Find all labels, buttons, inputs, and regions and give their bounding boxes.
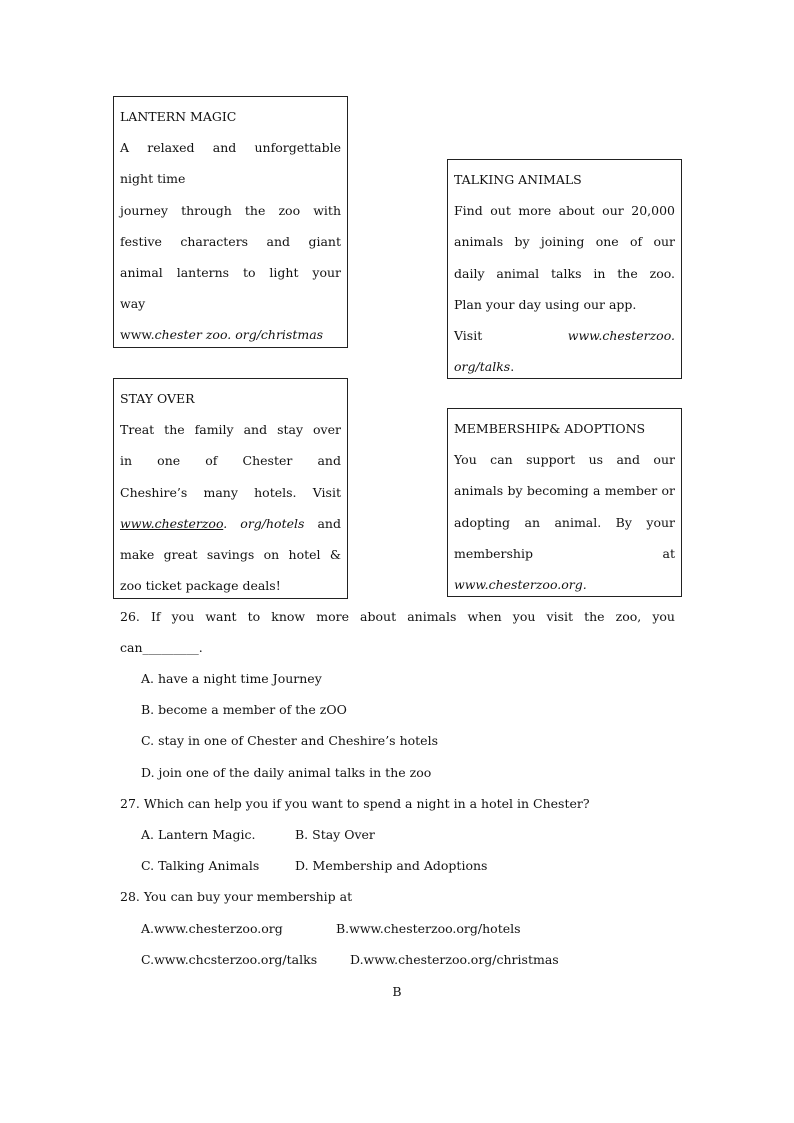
- box-text-line: journey through the zoo with: [120, 202, 341, 218]
- lantern-magic-box: [113, 96, 348, 348]
- box-visit-line: [454, 320, 675, 351]
- box-title: TALKING ANIMALS: [454, 172, 582, 187]
- question-28: [120, 881, 675, 912]
- box-url-line: [454, 351, 675, 382]
- question-text: 27. Which can help you if you want to spend a night in a hotel in Chester?: [120, 796, 590, 811]
- box-text-line: zoo ticket package deals!: [120, 578, 281, 594]
- option-c[interactable]: C. stay in one of Chester and Cheshire’s hotels: [141, 733, 438, 748]
- box-url-line: [120, 508, 341, 539]
- box-text-line: Treat the family and stay over: [120, 422, 341, 438]
- option-d[interactable]: D.www.chesterzoo.org/christmas: [350, 952, 559, 967]
- question-text: 28. You can buy your membership at: [120, 889, 353, 904]
- box-text-line: Plan your day using our app.: [454, 296, 637, 312]
- box-text-line: animal lanterns to light your: [120, 265, 341, 281]
- option-b[interactable]: B.www.chesterzoo.org/hotels: [336, 921, 521, 936]
- url-link[interactable]: www.chesterzoo: [120, 515, 224, 531]
- box-title: LANTERN MAGIC: [120, 109, 237, 124]
- option-a[interactable]: A. Lantern Magic.: [141, 827, 256, 842]
- option-b[interactable]: B. become a member of the zOO: [141, 702, 347, 717]
- option-a[interactable]: A.www.chesterzoo.org: [141, 921, 283, 936]
- stay-over-box: [113, 378, 348, 599]
- box-title: MEMBERSHIP& ADOPTIONS: [454, 421, 646, 436]
- box-text-line: Find out more about our 20,000: [454, 203, 675, 219]
- url-link[interactable]: chester zoo. org/christmas: [154, 327, 324, 343]
- url-prefix: www.: [120, 327, 155, 343]
- option-c[interactable]: C.www.chcsterzoo.org/talks: [141, 952, 318, 967]
- box-text-line: daily animal talks in the zoo.: [454, 265, 675, 281]
- option-a[interactable]: A. have a night time Journey: [141, 671, 322, 686]
- option-d[interactable]: D. Membership and Adoptions: [295, 858, 488, 873]
- box-text-line: night time: [120, 171, 186, 187]
- box-text-line: animals by joining one of our: [454, 234, 675, 250]
- box-title: STAY OVER: [120, 391, 195, 406]
- box-text-line: Cheshire’s many hotels. Visit: [120, 484, 341, 500]
- question-text: can_________.: [120, 640, 203, 656]
- option-b[interactable]: B. Stay Over: [295, 827, 375, 842]
- talking-animals-box: [447, 159, 682, 379]
- box-text-line: A relaxed and unforgettable: [120, 140, 341, 156]
- question-27: [120, 788, 675, 819]
- box-text-line: animals by becoming a member or: [454, 483, 675, 499]
- visit-word: Visit: [454, 328, 483, 344]
- membership-adoptions-box: [447, 408, 682, 597]
- box-text-line: adopting an animal. By your: [454, 514, 675, 530]
- box-text-line: festive characters and giant: [120, 233, 341, 249]
- section-label: B: [392, 984, 402, 999]
- box-text-line: in one of Chester and: [120, 453, 341, 469]
- box-url-line: [120, 319, 341, 350]
- question-26: [120, 601, 675, 663]
- question-text: 26. If you want to know more about animals when you visit the zoo, you: [120, 609, 675, 624]
- box-text-line: membership at: [454, 545, 675, 561]
- box-text-line: way: [120, 296, 146, 312]
- option-c[interactable]: C. Talking Animals: [141, 858, 260, 873]
- url-link[interactable]: www.chesterzoo.: [567, 328, 675, 344]
- box-text-line: make great savings on hotel &: [120, 547, 341, 563]
- url-after: and: [317, 515, 341, 531]
- url-link[interactable]: . org/hotels: [223, 515, 305, 531]
- url-link[interactable]: www.chesterzoo.org.: [454, 577, 587, 593]
- url-end: .: [510, 359, 515, 375]
- box-text-line: You can support us and our: [454, 452, 675, 468]
- url-link[interactable]: org/talks: [454, 359, 511, 375]
- option-d[interactable]: D. join one of the daily animal talks in the zoo: [141, 765, 432, 780]
